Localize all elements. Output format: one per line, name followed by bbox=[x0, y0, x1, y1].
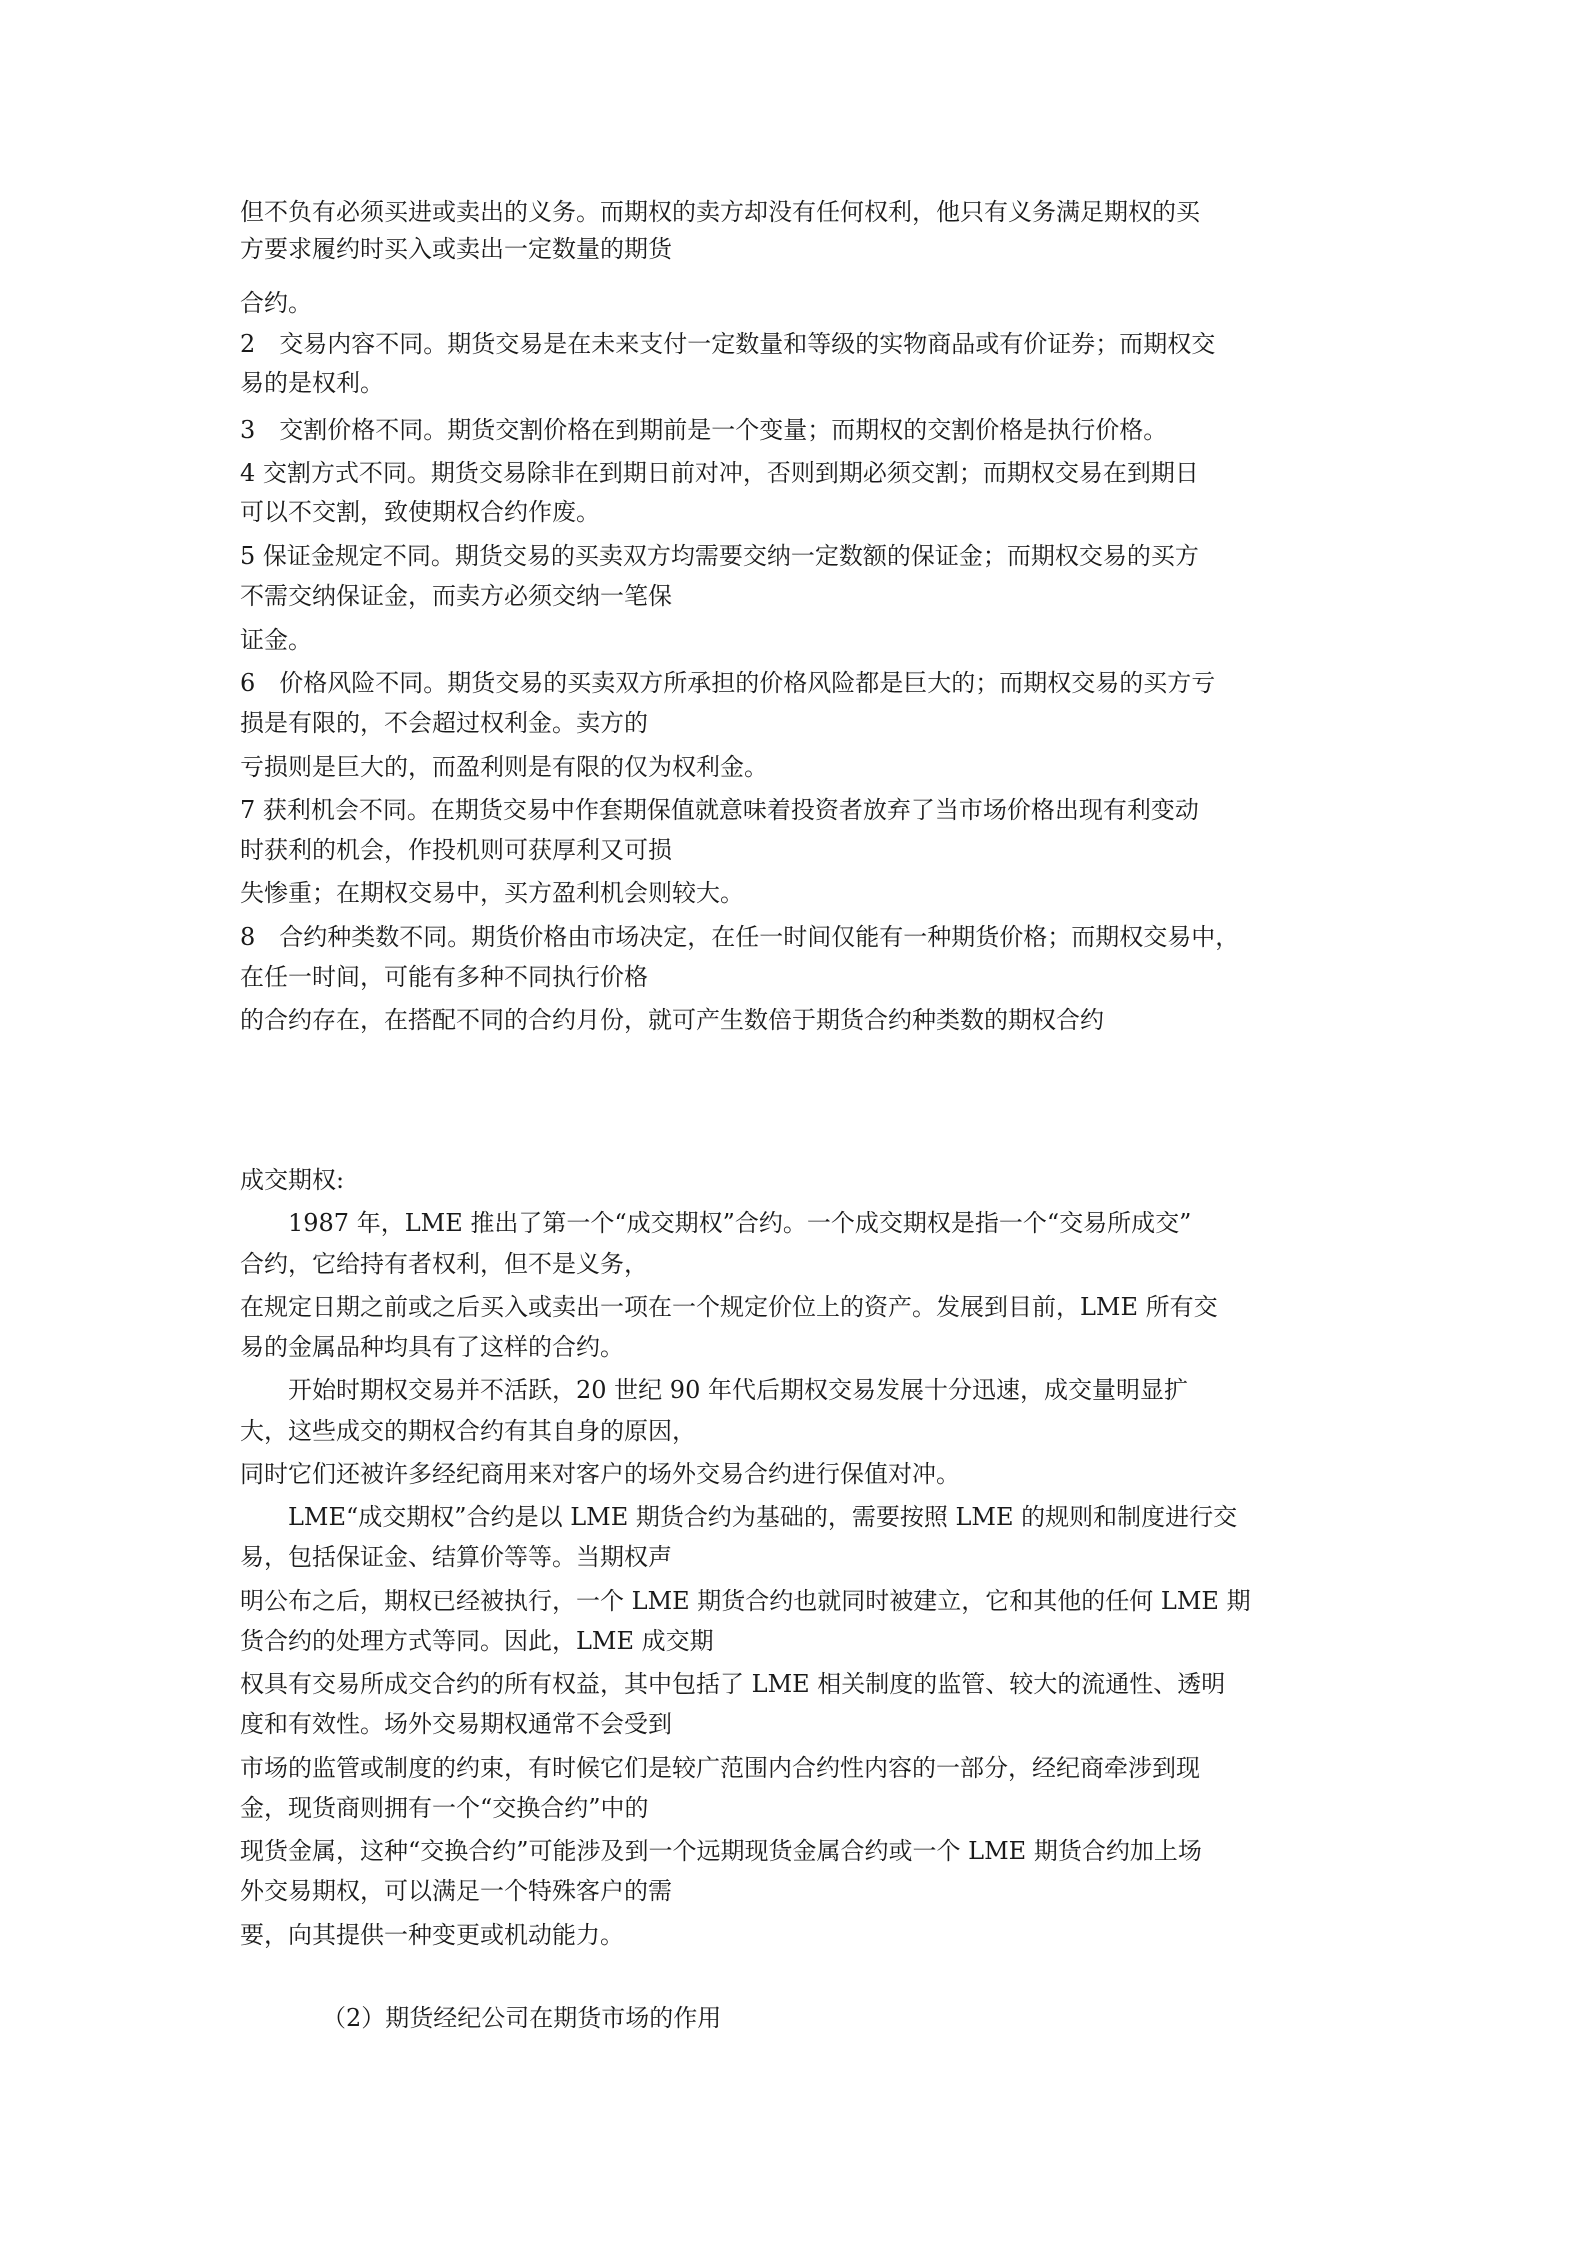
paragraph-line: 可以不交割，致使期权合约作废。 bbox=[240, 498, 600, 526]
paragraph-line: 但不负有必须买进或卖出的义务。而期权的卖方却没有任何权利，他只有义务满足期权的买 bbox=[240, 198, 1200, 226]
paragraph-line: 易，包括保证金、结算价等等。当期权声 bbox=[240, 1543, 672, 1571]
paragraph-line: 7 获利机会不同。在期货交易中作套期保值就意味着投资者放弃了当市场价格出现有利变动 bbox=[240, 796, 1199, 824]
paragraph-line: 货合约的处理方式等同。因此，LME 成交期 bbox=[240, 1627, 714, 1655]
paragraph-line: 1987 年，LME 推出了第一个“成交期权”合约。一个成交期权是指一个“交易所成交” bbox=[240, 1209, 1192, 1237]
paragraph-line: 金，现货商则拥有一个“交换合约”中的 bbox=[240, 1794, 649, 1822]
subsection-heading: （2）期货经纪公司在期货市场的作用 bbox=[322, 2004, 722, 2032]
paragraph-line: 易的是权利。 bbox=[240, 369, 384, 397]
paragraph-line: 8 合约种类数不同。期货价格由市场决定，在任一时间仅能有一种期货价格；而期权交易中， bbox=[240, 923, 1240, 951]
paragraph-line: 亏损则是巨大的，而盈利则是有限的仅为权利金。 bbox=[240, 753, 768, 781]
paragraph-line: 损是有限的，不会超过权利金。卖方的 bbox=[240, 709, 648, 737]
paragraph-line: 在规定日期之前或之后买入或卖出一项在一个规定价位上的资产。发展到目前，LME 所有交 bbox=[240, 1293, 1218, 1321]
paragraph-line: 5 保证金规定不同。期货交易的买卖双方均需要交纳一定数额的保证金；而期权交易的买方 bbox=[240, 542, 1199, 570]
paragraph-line: 现货金属，这种“交换合约”可能涉及到一个远期现货金属合约或一个 LME 期货合约加上场 bbox=[240, 1837, 1202, 1865]
paragraph-line: 外交易期权，可以满足一个特殊客户的需 bbox=[240, 1877, 672, 1905]
paragraph-line: 在任一时间，可能有多种不同执行价格 bbox=[240, 963, 648, 991]
paragraph-line: 大，这些成交的期权合约有其自身的原因， bbox=[240, 1417, 696, 1445]
paragraph-line: 6 价格风险不同。期货交易的买卖双方所承担的价格风险都是巨大的；而期权交易的买方亏 bbox=[240, 669, 1216, 697]
paragraph-line: 易的金属品种均具有了这样的合约。 bbox=[240, 1333, 624, 1361]
paragraph-line: 同时它们还被许多经纪商用来对客户的场外交易合约进行保值对冲。 bbox=[240, 1460, 960, 1488]
paragraph-line: 时获利的机会，作投机则可获厚利又可损 bbox=[240, 836, 672, 864]
paragraph-line: 失惨重；在期权交易中，买方盈利机会则较大。 bbox=[240, 879, 744, 907]
paragraph-line: 权具有交易所成交合约的所有权益，其中包括了 LME 相关制度的监管、较大的流通性、透明 bbox=[240, 1670, 1226, 1698]
paragraph-line: 合约。 bbox=[240, 289, 312, 317]
paragraph-line: 开始时期权交易并不活跃，20 世纪 90 年代后期权交易发展十分迅速，成交量明显扩 bbox=[240, 1376, 1188, 1404]
paragraph-line: 3 交割价格不同。期货交割价格在到期前是一个变量；而期权的交割价格是执行价格。 bbox=[240, 416, 1168, 444]
paragraph-line: 4 交割方式不同。期货交易除非在到期日前对冲，否则到期必须交割；而期权交易在到期日 bbox=[240, 459, 1199, 487]
paragraph-line: 方要求履约时买入或卖出一定数量的期货 bbox=[240, 235, 672, 263]
paragraph-line: 的合约存在，在搭配不同的合约月份，就可产生数倍于期货合约种类数的期权合约 bbox=[240, 1006, 1104, 1034]
paragraph-line: 2 交易内容不同。期货交易是在未来支付一定数量和等级的实物商品或有价证券；而期权交 bbox=[240, 330, 1216, 358]
section-heading: 成交期权: bbox=[240, 1166, 345, 1194]
paragraph-line: 要，向其提供一种变更或机动能力。 bbox=[240, 1921, 624, 1949]
paragraph-line: 合约，它给持有者权利，但不是义务， bbox=[240, 1250, 648, 1278]
paragraph-line: 度和有效性。场外交易期权通常不会受到 bbox=[240, 1710, 672, 1738]
paragraph-line: 证金。 bbox=[240, 626, 312, 654]
paragraph-line: 明公布之后，期权已经被执行，一个 LME 期货合约也就同时被建立，它和其他的任何 LME 期 bbox=[240, 1587, 1251, 1615]
paragraph-line: 市场的监管或制度的约束，有时候它们是较广范围内合约性内容的一部分，经纪商牵涉到现 bbox=[240, 1754, 1200, 1782]
paragraph-line: 不需交纳保证金，而卖方必须交纳一笔保 bbox=[240, 582, 672, 610]
paragraph-line: LME“成交期权”合约是以 LME 期货合约为基础的，需要按照 LME 的规则和制度进行交 bbox=[240, 1503, 1238, 1531]
